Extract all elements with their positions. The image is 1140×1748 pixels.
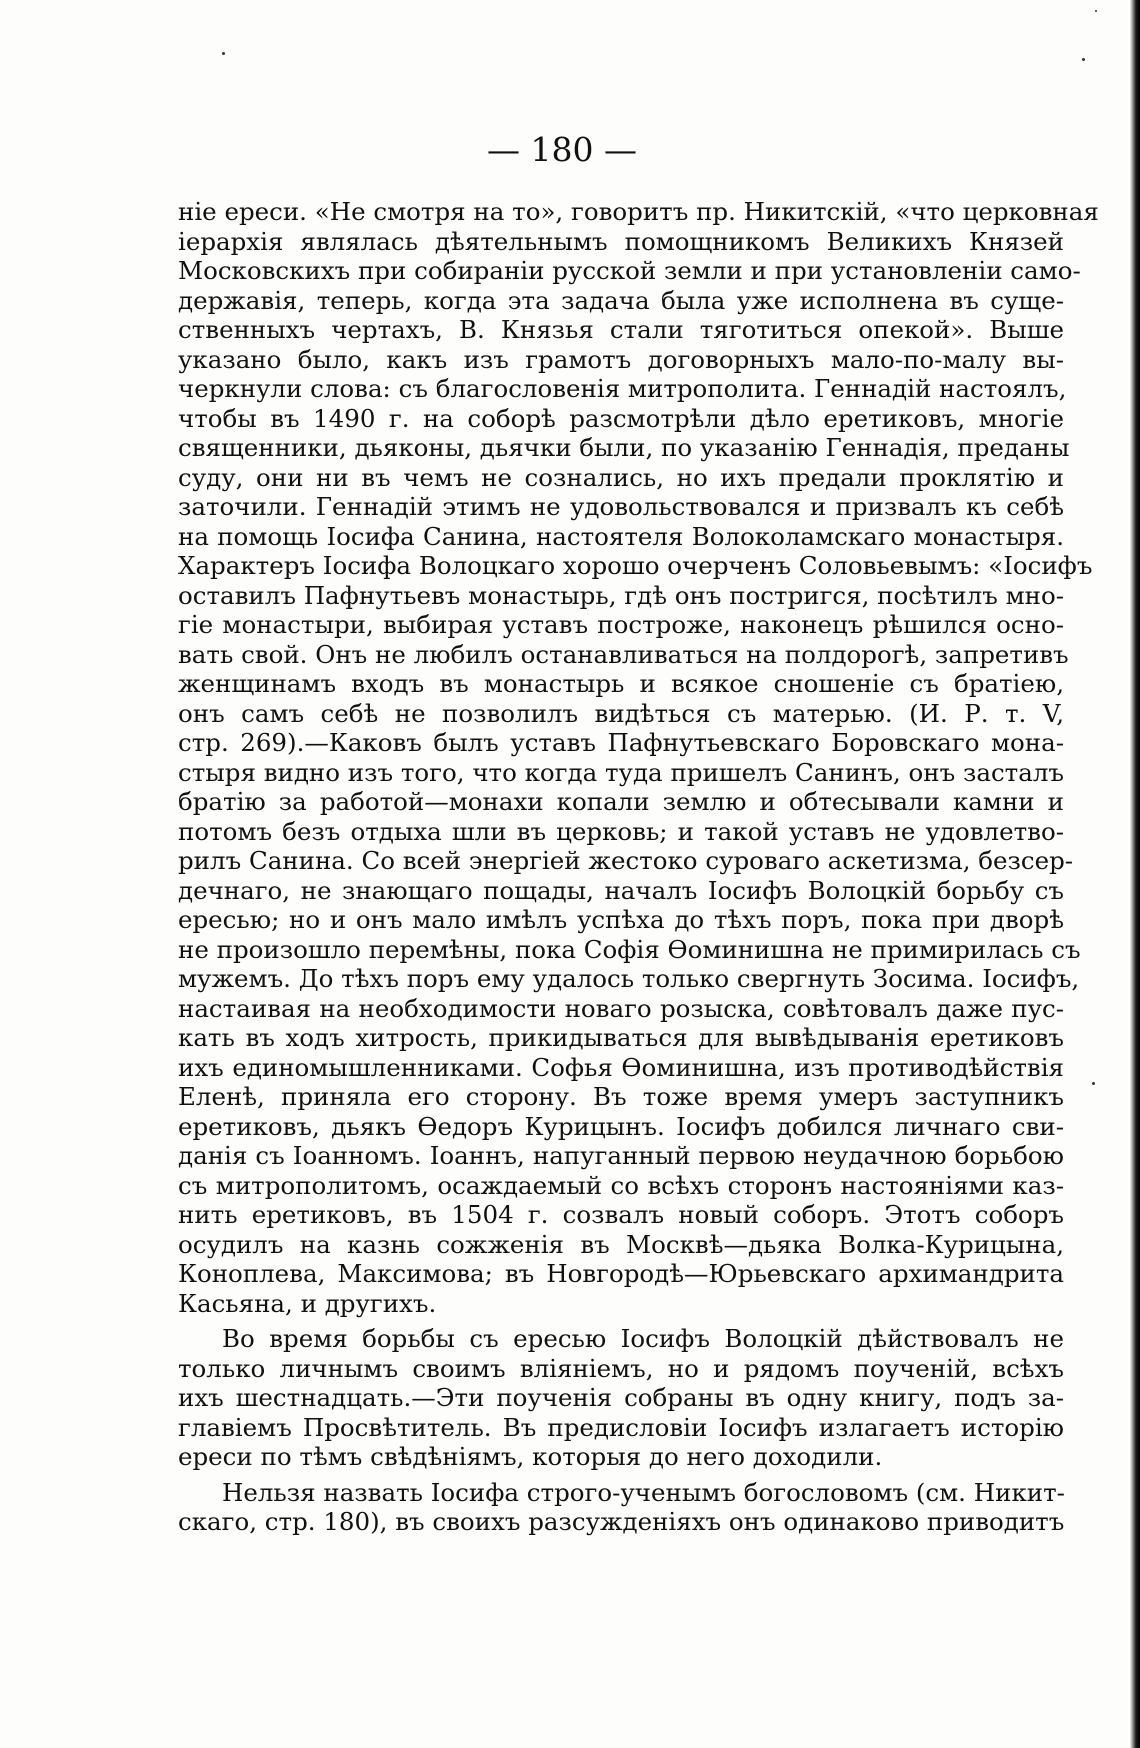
text-line: ереси по тѣмъ свѣдѣніямъ, которыя до него доходили. <box>178 1442 883 1471</box>
scan-speck <box>1095 10 1097 12</box>
text-line: братію за работой—монахи копали землю и обтесывали камни и <box>178 787 1064 816</box>
text-line: потомъ безъ отдыха шли въ церковь; и такой уставъ не удовлетво- <box>178 816 1064 846</box>
scan-speck <box>222 52 225 55</box>
scan-edge-shadow <box>1130 0 1140 1748</box>
text-line: кать въ ходъ хитрость, прикидываться для вывѣдыванія еретиковъ <box>178 1023 1064 1052</box>
text-line: еретиковъ, дьякъ Ѳедоръ Курицынъ. Іосифъ добился личнаго сви- <box>178 1111 1064 1141</box>
text-line: настаивая на необходимости новаго розыска, совѣтовалъ даже пус- <box>178 993 1064 1023</box>
text-line: стр. 269).—Каковъ былъ уставъ Пафнутьевскаго Боровскаго мона- <box>178 728 1064 757</box>
text-line: Касьяна, и другихъ. <box>178 1288 437 1318</box>
text-line: ніе ереси. «Не смотря на то», говоритъ пр. Никитскій, «что церковная <box>178 197 1099 226</box>
text-line: дечнаго, не знающаго пощады, началъ Іосифъ Волоцкій борьбу съ <box>178 875 1064 905</box>
text-line: онъ самъ себѣ не позволилъ видѣться съ матерью. (И. Р. т. V, <box>178 698 1064 728</box>
text-line: рилъ Санина. Со всей энергіей жестоко суроваго аскетизма, безсер- <box>178 846 1074 875</box>
text-line: священники, дьяконы, дьячки были, по указанію Геннадія, преданы <box>178 433 1070 462</box>
text-line: мужемъ. До тѣхъ поръ ему удалось только свергнуть Зосима. Іосифъ, <box>178 964 1080 993</box>
scan-speck <box>1082 58 1085 61</box>
body-text <box>178 197 1099 1537</box>
text-line: нить еретиковъ, въ 1504 г. созвалъ новый соборъ. Этотъ соборъ <box>178 1200 1064 1229</box>
text-line: скаго, стр. 180), въ своихъ разсужденіяхъ онъ одинаково приводитъ <box>178 1507 1065 1536</box>
paragraph <box>178 1478 1064 1537</box>
text-line: гіе монастыри, выбирая уставъ построже, наконецъ рѣшился осно- <box>178 610 1064 639</box>
text-line: осудилъ на казнь сожженія въ Москвѣ—дьяка Волка-Курицына, <box>178 1229 1064 1259</box>
text-line: указано было, какъ изъ грамотъ договорныхъ мало-по-малу вы- <box>178 344 1064 374</box>
scan-speck <box>1092 1082 1095 1085</box>
text-line: іерархія являлась дѣятельнымъ помощникомъ Великихъ Князей <box>178 226 1064 256</box>
text-line: суду, они ни въ чемъ не сознались, но ихъ предали проклятію и <box>178 462 1064 492</box>
text-line: черкнули слова: съ благословенія митрополита. Геннадій настоялъ, <box>178 374 1067 403</box>
text-line: Во время борьбы съ ересью Іосифъ Волоцкій дѣйствовалъ не <box>222 1324 1064 1353</box>
text-line: стыря видно изъ того, что когда туда пришелъ Санинъ, онъ засталъ <box>178 757 1064 787</box>
text-line: на помощь Іосифа Санина, настоятеля Волоколамскаго монастыря. <box>178 521 1064 551</box>
paragraph <box>178 197 1099 1318</box>
text-line: ихъ единомышленниками. Софья Ѳоминишна, изъ противодѣйствія <box>178 1052 1064 1082</box>
text-line: ихъ шестнадцать.—Эти поученія собраны въ одну книгу, подъ за- <box>178 1383 1064 1412</box>
text-line: съ митрополитомъ, осаждаемый со всѣхъ сторонъ настояніями каз- <box>178 1170 1064 1200</box>
text-line: вать свой. Онъ не любилъ останавливаться на полдорогѣ, запретивъ <box>178 639 1069 669</box>
text-line: Характеръ Іосифа Волоцкаго хорошо очерченъ Соловьевымъ: «Іосифъ <box>178 551 1093 580</box>
text-line: женщинамъ входъ въ монастырь и всякое сношеніе съ братіею, <box>178 669 1064 698</box>
text-line: оставилъ Пафнутьевъ монастырь, гдѣ онъ постригся, посѣтилъ мно- <box>178 580 1064 610</box>
text-line: державія, теперь, когда эта задача была уже исполнена въ суще- <box>178 285 1064 315</box>
text-line: Еленѣ, приняла его сторону. Въ тоже время умеръ заступникъ <box>178 1082 1064 1111</box>
text-line: главіемъ Просвѣтитель. Въ предисловіи Іосифъ излагаетъ исторію <box>178 1412 1064 1442</box>
text-line: только личнымъ своимъ вліяніемъ, но и рядомъ поученій, всѣхъ <box>178 1353 1064 1383</box>
text-line: Московскихъ при собираніи русской земли и при установленіи само- <box>178 256 1081 285</box>
page-number: — 180 — <box>487 130 637 169</box>
text-line: заточили. Геннадій этимъ не удовольствовался и призвалъ къ себѣ <box>178 492 1064 521</box>
text-line: ересью; но и онъ мало имѣлъ успѣха до тѣхъ поръ, пока при дворѣ <box>178 905 1064 934</box>
paragraph <box>178 1324 1064 1472</box>
text-line: не произошло перемѣны, пока Софія Ѳоминишна не примирилась съ <box>178 934 1081 964</box>
text-line: Нельзя назвать Іосифа строго-ученымъ богословомъ (см. Никит- <box>222 1477 1065 1507</box>
text-line: ственныхъ чертахъ, В. Князья стали тяготиться опекой». Выше <box>178 315 1064 344</box>
text-line: чтобы въ 1490 г. на соборѣ разсмотрѣли дѣло еретиковъ, многіе <box>178 403 1064 433</box>
text-line: Коноплева, Максимова; въ Новгородѣ—Юрьевскаго архимандрита <box>178 1259 1064 1288</box>
text-line: данія съ Іоанномъ. Іоаннъ, напуганный первою неудачною борьбою <box>178 1141 1064 1170</box>
